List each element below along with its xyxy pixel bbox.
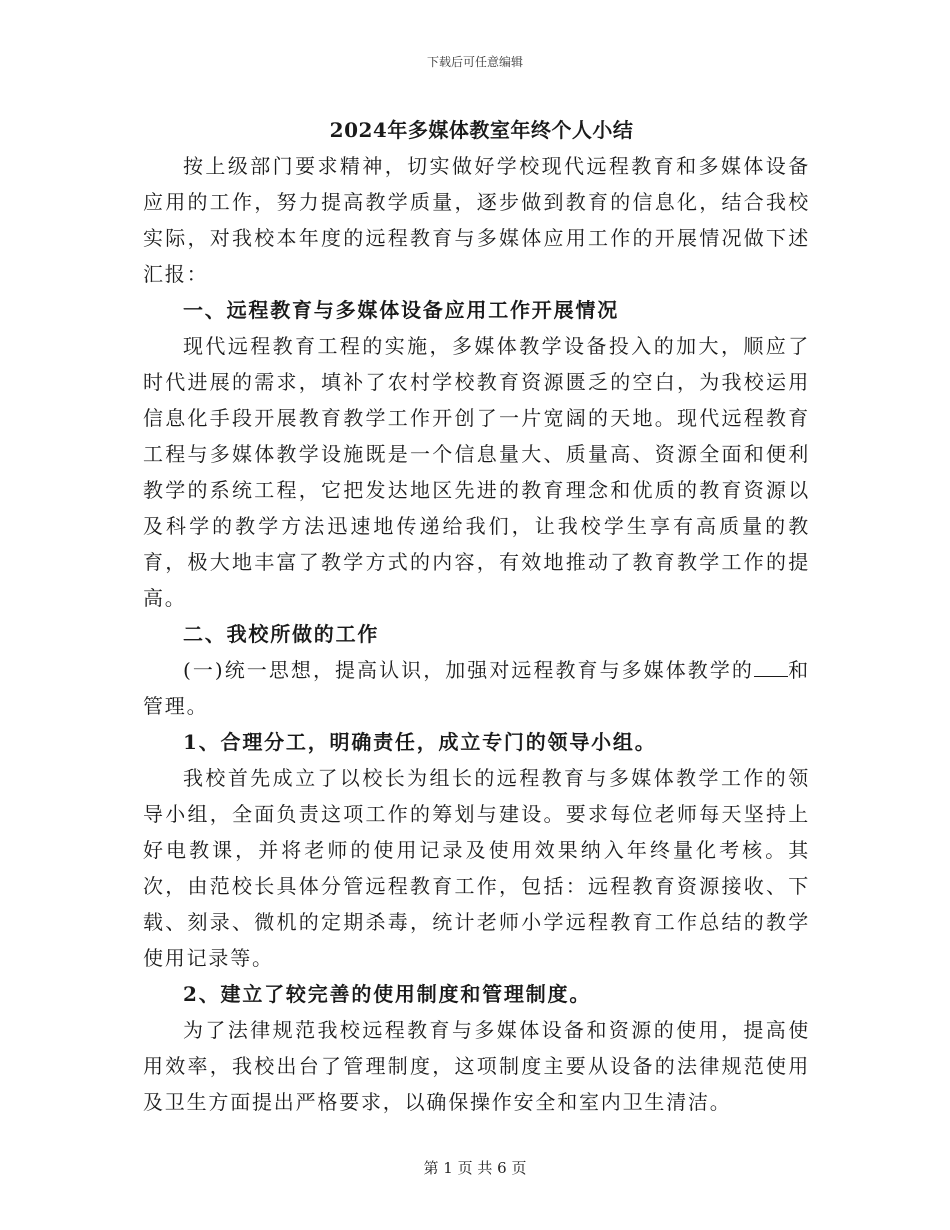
item-2-heading: 2、建立了较完善的使用制度和管理制度。 [183, 982, 592, 1006]
section-2-heading: 二、我校所做的工作 [183, 622, 380, 646]
item-1-body: 我校首先成立了以校长为组长的远程教育与多媒体教学工作的领导小组，全面负责这项工作的筹划与建设。要求每位老师每天坚持上好电教课，并将老师的使用记录及使用效果纳入年终量化考核。其次，由范校长具体分管远程教育工作，包括：远程教育资源接收、下载、刻录、微机的定期杀毒，统计老师小学远程教育工作总结的教学使用记录等。 [143, 766, 810, 970]
subsection-1-paragraph [143, 652, 810, 724]
document-body [143, 112, 810, 1120]
section-1-body: 现代远程教育工程的实施，多媒体教学设备投入的加大，顺应了时代进展的需求，填补了农村学校教育资源匮乏的空白，为我校运用信息化手段开展教育教学工作开创了一片宽阔的天地。现代远程教育工程与多媒体教学设施既是一个信息量大、质量高、资源全面和便利教学的系统工程，它把发达地区先进的教育理念和优质的教育资源以及科学的教学方法迅速地传递给我们，让我校学生享有高质量的教育，极大地丰富了教学方式的内容，有效地推动了教育教学工作的提高。 [143, 334, 810, 610]
subsection-1-text-end: 和管理。 [143, 658, 810, 718]
item-1-heading: 1、合理分工，明确责任，成立专门的领导小组。 [183, 730, 657, 754]
intro-paragraph: 按上级部门要求精神，切实做好学校现代远程教育和多媒体设备应用的工作，努力提高教学质量，逐步做到教育的信息化，结合我校实际，对我校本年度的远程教育与多媒体应用工作的开展情况做下述汇报： [143, 154, 810, 286]
section-1-heading: 一、远程教育与多媒体设备应用工作开展情况 [183, 298, 619, 322]
document-title: 2024年多媒体教室年终个人小结 [329, 118, 634, 142]
page-header-note: 下载后可任意编辑 [426, 55, 523, 69]
subsection-1-text: (一)统一思想，提高认识，加强对远程教育与多媒体教学的 [183, 658, 754, 682]
fill-in-blank [754, 658, 788, 677]
item-2-body: 为了法律规范我校远程教育与多媒体设备和资源的使用，提高使用效率，我校出台了管理制度，这项制度主要从设备的法律规范使用及卫生方面提出严格要求，以确保操作安全和室内卫生清洁。 [143, 1018, 810, 1114]
page-footer-number: 第 1 页 共 6 页 [423, 1159, 527, 1177]
